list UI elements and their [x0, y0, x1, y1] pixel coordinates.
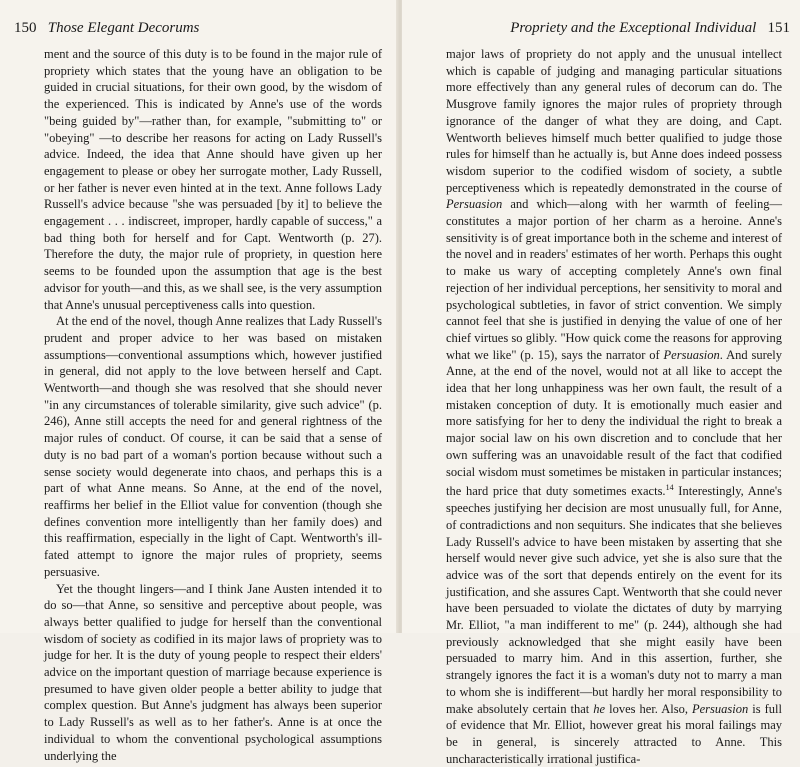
left-paragraph-3: Yet the thought lingers—and I think Jane Austen intended it to do so—that Anne, so sensitive and perceptive about people, was always better qualified to judge for herself than the conventional wisdom of society as codified in its major laws of propriety was to judge for her. It is the duty of young people to respect their elders' advice on the important question of marriage because experience is presumed to have given older people a better ability to judge that complex question. But Anne's judgment has always been superior to Lady Russell's as well as to her father's. Anne is at once the individual to whom the conventional psychological assumptions underlying the [44, 581, 382, 763]
left-page [0, 0, 398, 763]
right-text-segment-c: . And surely Anne, at the end of the novel, would not at all like to accept the idea that her long unhappiness was her own fault, the result of a mistaken conception of duty. It is emotionally much easier and more satisfying for her to deny the individual the right to break a major social law on his own discretion and to conclude that her own suffering was an unavoidable result of the fact that codified social wisdom must sometimes be mistaken in particular instances; the hard price that duty sometimes exacts. [446, 347, 783, 499]
right-page-body [446, 46, 782, 767]
right-page-number: 151 [767, 20, 790, 36]
left-page-number: 150 [14, 20, 37, 36]
left-paragraph-2: At the end of the novel, though Anne realizes that Lady Russell's prudent and proper advice to her was based on mistaken assumptions—conventional assumptions which, however justified in general, did not apply to the love between herself and Capt. Wentworth—and though she was resolved that she should never "in any circumstances of tolerable similarity, give such advice" (p. 246), Anne still accepts the need for and general rightness of the major rules of conduct. Of course, it can be said that a sense of duty is no bad part of a woman's portion because without such a sense society would degenerate into chaos, and perhaps this is a part of what Anne means. So Anne, at the end of the novel, reaffirms her belief in the Elliot value for convention (though she defines convention more intelligently than her family does) and this reaffirmation, especially in the light of Capt. Wentworth's ill-fated attempt to ignore the major rules of propriety, seems persuasive. [44, 314, 382, 579]
right-text-segment-b: and which—along with her warmth of feeling—constitutes a major portion of her charm as a heroine. Anne's sensitivity is of great importance both in the scheme and interest of the novel and in readers' estimates of her worth. Perhaps this ought to make us wary of accepting completely Anne's own final rejection of her individual perceptions, her sensitivity to moral and psychological subtleties, in favor of strict convention. We simply cannot feel that she is justified in denying the value of one of her chief virtues so glibly. "How quick come the reasons for approving what we like" (p. 15), says the narrator of [446, 197, 782, 362]
book-title-persuasion-3: Persuasion [692, 701, 749, 716]
right-running-header [510, 20, 790, 40]
footnote-reference: 14 [665, 483, 674, 493]
right-text-segment-d: Interestingly, Anne's speeches justifying her decision are most unusually full, for Anne, of contradictions and non sequiturs. She indicates that she believes Lady Russell's advice to have been mistaken by asserting that she herself would never give such advice, yet she is also sure that the advice was of the sort that depends entirely on the event for its justification, and she assures Capt. Wentworth that she could never have been persuaded to violate the dictates of duty by marrying Mr. Elliot, "a man indifferent to me" (p. 244), although she had previously acknowledged that she might easily have been persuaded to marry him. And in this assertion, further, she strangely ignores the fact it is a woman's duty not to marry a man to whom she is indifferent—but hardly her moral responsibility to make absolutely certain that [446, 484, 782, 716]
left-page-body [44, 46, 382, 764]
left-running-header [14, 20, 199, 40]
right-page [402, 0, 800, 766]
emphasis-he: he [593, 701, 606, 716]
book-title-persuasion-2: Persuasion [663, 347, 720, 362]
left-paragraph-1: ment and the source of this duty is to be found in the major rule of propriety which states that the young have an obligation to be guided in crucial situations, for their own good, by the wisdom of the experienced. This is indicated by Anne's use of the words "being guided by"—rather than, for example, "submitting to" or "obeying" —to describe her reasons for acting on Lady Russell's advice. Indeed, the idea that Anne should have given up her engagement to please or obey her surrogate mother, Lady Russell, or her father is never even hinted at in the text. Anne follows Lady Russell's advice because "she was persuaded [by it] to believe the engagement . . . indiscreet, improper, hardly capable of success," a bad thing both for herself and for Capt. Wentworth (p. 27). Therefore the duty, the major rule of propriety, in question here seems to be founded upon the assumption that age is the best advisor for youth—and this, as we shall see, is the very assumption that Anne's unusual perceptiveness calls into question. [44, 47, 382, 312]
book-title-persuasion: Persuasion [446, 197, 503, 212]
right-text-segment-a: major laws of propriety do not apply and the unusual intellect which is capable of judging and managing particular situations more effectively than any general rules of decorum can do. The Musgrove family ignores the major rules of propriety through ignorance of the danger of what they are doing, and Capt. Wentworth believes himself much better qualified to judge those rules for himself than he actually is, but Anne does indeed possess wisdom superior to the codified wisdom of society, a subtle perceptiveness which is repeatedly demonstrated in the course of [446, 47, 782, 195]
right-text-segment-f: is full of evidence that Mr. Elliot, however great his moral failings may be in general, is sincerely attracted to Anne. This uncharacteristically irrational justifica- [446, 701, 782, 766]
left-running-head: Those Elegant Decorums [47, 20, 200, 36]
right-text-segment-e: loves her. Also, [605, 701, 692, 716]
right-running-head: Propriety and the Exceptional Individual [510, 20, 757, 36]
right-paragraph-1 [446, 46, 782, 767]
